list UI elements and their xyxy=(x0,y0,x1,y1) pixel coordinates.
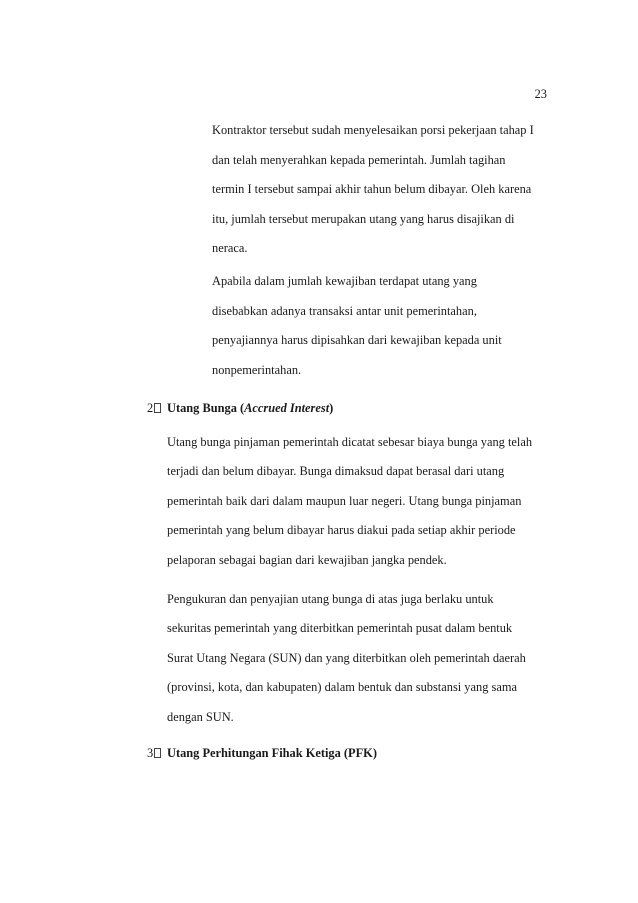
text-line: nonpemerintahan. xyxy=(212,363,302,377)
text-line: Surat Utang Negara (SUN) dan yang diterbitkan oleh pemerintah daerah xyxy=(167,651,526,665)
text-line: itu, jumlah tersebut merupakan utang yang harus disajikan di xyxy=(212,212,515,226)
missing-glyph-icon xyxy=(154,748,161,758)
text-line: pelaporan sebagai bagian dari kewajiban jangka pendek. xyxy=(167,553,447,567)
page-number: 23 xyxy=(534,87,547,101)
text-line: sekuritas pemerintah yang diterbitkan pemerintah pusat dalam bentuk xyxy=(167,621,513,635)
missing-glyph-icon xyxy=(154,403,161,413)
section-heading: Utang Perhitungan Fihak Ketiga (PFK) xyxy=(167,746,377,760)
text-line: Pengukuran dan penyajian utang bunga di atas juga berlaku untuk xyxy=(167,592,494,606)
list-number: 3 xyxy=(147,745,161,761)
text-line: terjadi dan belum dibayar. Bunga dimaksud dapat berasal dari utang xyxy=(167,464,505,478)
text-line: dan telah menyerahkan kepada pemerintah. Jumlah tagihan xyxy=(212,153,506,167)
text-line: termin I tersebut sampai akhir tahun belum dibayar. Oleh karena xyxy=(212,182,532,196)
text-line: pemerintah yang belum dibayar harus diakui pada setiap akhir periode xyxy=(167,523,516,537)
text-line: penyajiannya harus dipisahkan dari kewajiban kepada unit xyxy=(212,333,502,347)
text-line: (provinsi, kota, dan kabupaten) dalam bentuk dan substansi yang sama xyxy=(167,680,517,694)
text-line: Apabila dalam jumlah kewajiban terdapat utang yang xyxy=(212,274,477,288)
list-number: 2 xyxy=(147,400,161,416)
text-line: Utang bunga pinjaman pemerintah dicatat sebesar biaya bunga yang telah xyxy=(167,435,533,449)
section-heading: Utang Bunga (Accrued Interest) xyxy=(167,401,334,415)
text-line: pemerintah baik dari dalam maupun luar negeri. Utang bunga pinjaman xyxy=(167,494,522,508)
text-line: Kontraktor tersebut sudah menyelesaikan porsi pekerjaan tahap I xyxy=(212,123,534,137)
text-line: disebabkan adanya transaksi antar unit pemerintahan, xyxy=(212,304,477,318)
text-line: dengan SUN. xyxy=(167,710,234,724)
text-line: neraca. xyxy=(212,241,248,255)
